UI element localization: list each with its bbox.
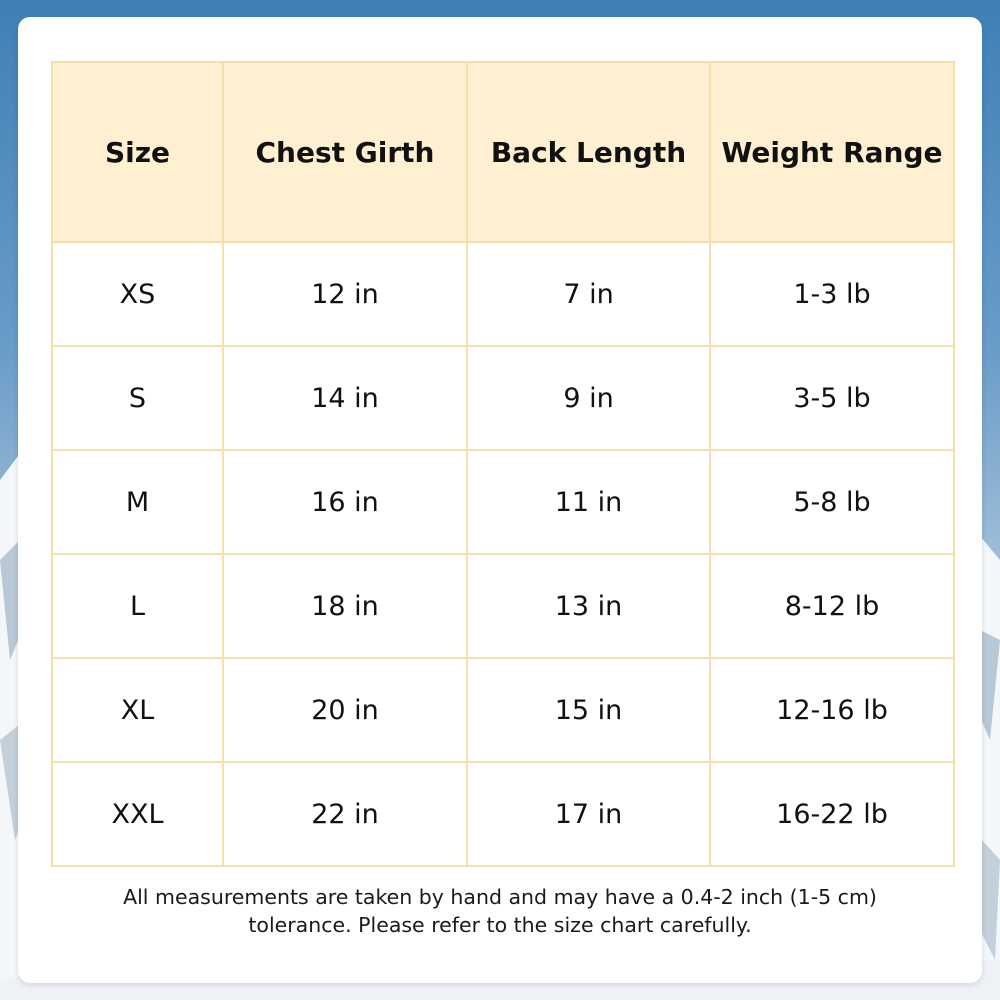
- cell-weight-range: 8-12 lb: [710, 554, 954, 658]
- cell-back-length: 13 in: [467, 554, 710, 658]
- header-chest-girth: Chest Girth: [223, 62, 467, 242]
- cell-size: M: [52, 450, 223, 554]
- cell-weight-range: 5-8 lb: [710, 450, 954, 554]
- cell-size: XXL: [52, 762, 223, 866]
- table-row: [52, 450, 954, 554]
- header-size: Size: [52, 62, 223, 242]
- table-header-row: [52, 62, 954, 242]
- cell-weight-range: 1-3 lb: [710, 242, 954, 346]
- measurement-note-line-2: tolerance. Please refer to the size chart carefully.: [248, 913, 752, 937]
- header-back-length: Back Length: [467, 62, 710, 242]
- cell-size: L: [52, 554, 223, 658]
- header-weight-range: Weight Range: [710, 62, 954, 242]
- cell-weight-range: 3-5 lb: [710, 346, 954, 450]
- cell-chest-girth: 14 in: [223, 346, 467, 450]
- cell-back-length: 11 in: [467, 450, 710, 554]
- cell-weight-range: 12-16 lb: [710, 658, 954, 762]
- cell-chest-girth: 12 in: [223, 242, 467, 346]
- cell-weight-range: 16-22 lb: [710, 762, 954, 866]
- size-chart-table: [51, 61, 955, 867]
- cell-chest-girth: 18 in: [223, 554, 467, 658]
- cell-size: XL: [52, 658, 223, 762]
- table-row: [52, 242, 954, 346]
- table-row: [52, 554, 954, 658]
- cell-back-length: 9 in: [467, 346, 710, 450]
- table-row: [52, 762, 954, 866]
- size-chart-card: [18, 17, 982, 983]
- cell-size: XS: [52, 242, 223, 346]
- table-row: [52, 658, 954, 762]
- cell-chest-girth: 16 in: [223, 450, 467, 554]
- cell-back-length: 17 in: [467, 762, 710, 866]
- measurement-note-line-1: All measurements are taken by hand and may have a 0.4-2 inch (1-5 cm): [123, 885, 877, 909]
- measurement-note: [20, 883, 980, 939]
- cell-chest-girth: 22 in: [223, 762, 467, 866]
- cell-back-length: 15 in: [467, 658, 710, 762]
- cell-size: S: [52, 346, 223, 450]
- table-row: [52, 346, 954, 450]
- cell-chest-girth: 20 in: [223, 658, 467, 762]
- cell-back-length: 7 in: [467, 242, 710, 346]
